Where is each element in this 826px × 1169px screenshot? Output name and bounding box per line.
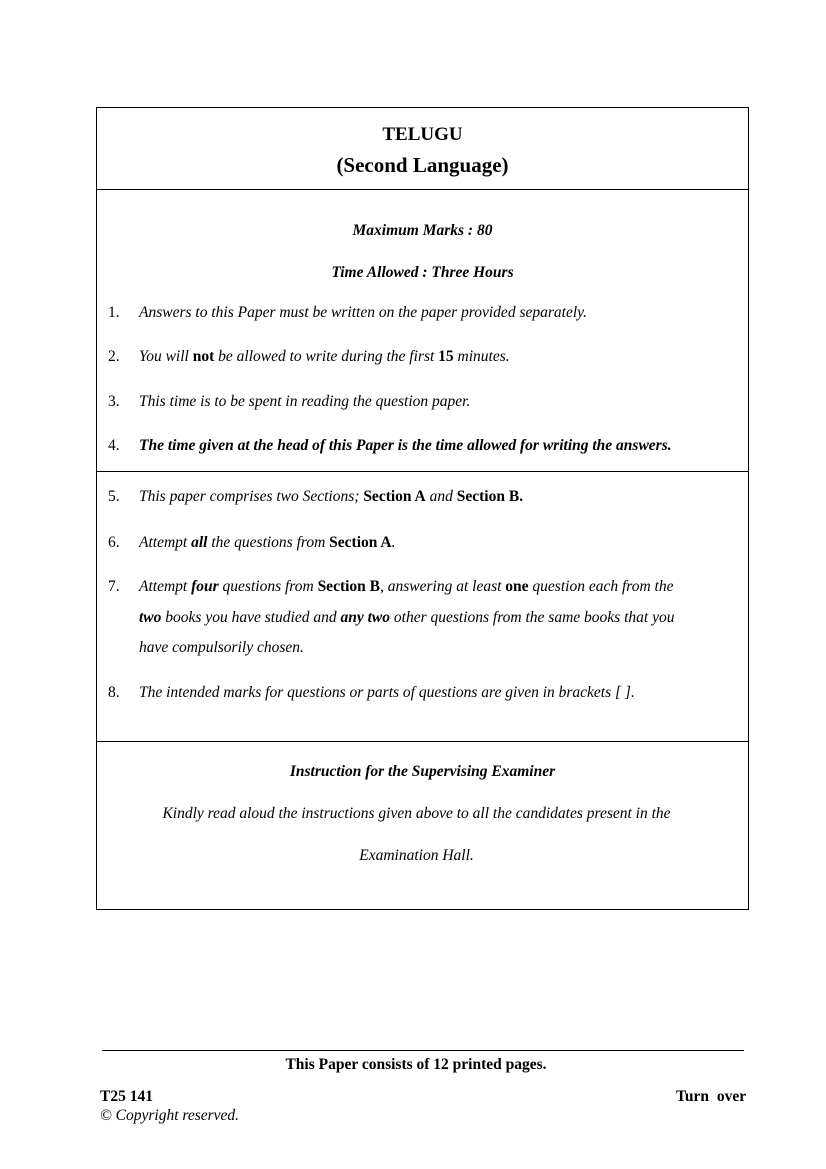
- page-count: This Paper consists of 12 printed pages.: [285, 1056, 547, 1073]
- supervisor-instruction-line-2: Examination Hall.: [359, 847, 474, 864]
- header-divider: [96, 189, 749, 190]
- instruction-text: Answers to this Paper must be written on the paper provided separately.: [139, 304, 588, 321]
- subject-subtitle: (Second Language): [336, 153, 509, 177]
- instruction-number: 6.: [108, 534, 120, 551]
- footer-rule: [102, 1050, 744, 1051]
- instruction-text: Attempt all the questions from Section A.: [139, 534, 396, 551]
- paper-code: T25 141: [100, 1088, 153, 1105]
- instruction-text: The intended marks for questions or parts of questions are given in brackets [ ].: [139, 684, 635, 701]
- instruction-number: 4.: [108, 437, 120, 454]
- instruction-text: You will not be allowed to write during the first 15 minutes.: [139, 348, 510, 365]
- instruction-number: 5.: [108, 488, 120, 505]
- subject-title: TELUGU: [382, 124, 463, 145]
- supervisor-instruction-line-1: Kindly read aloud the instructions given above to all the candidates present in the: [162, 805, 671, 822]
- instruction-number: 7.: [108, 578, 120, 595]
- instruction-7: [108, 578, 728, 668]
- instruction-text: The time given at the head of this Paper is the time allowed for writing the answers.: [139, 437, 672, 454]
- instruction-text-line-2: two books you have studied and any two other questions from the same books that you: [139, 609, 675, 626]
- supervisor-heading: Instruction for the Supervising Examiner: [289, 763, 556, 780]
- instruction-text-line-3: have compulsorily chosen.: [139, 639, 304, 656]
- copyright: © Copyright reserved.: [100, 1107, 240, 1124]
- instruction-number: 1.: [108, 304, 120, 321]
- instruction-number: 3.: [108, 393, 120, 410]
- middle-divider: [96, 471, 749, 472]
- instruction-text: This time is to be spent in reading the question paper.: [139, 393, 471, 410]
- instruction-number: 2.: [108, 348, 120, 365]
- supervisor-divider: [96, 741, 749, 742]
- instruction-text-line-1: Attempt four questions from Section B, answering at least one question each from the: [139, 578, 674, 595]
- time-allowed: Time Allowed : Three Hours: [331, 264, 514, 281]
- maximum-marks: Maximum Marks : 80: [352, 222, 493, 239]
- instruction-text: This paper comprises two Sections; Section A and Section B.: [139, 488, 524, 505]
- turn-over: Turn over: [676, 1088, 747, 1105]
- instruction-number: 8.: [108, 684, 120, 701]
